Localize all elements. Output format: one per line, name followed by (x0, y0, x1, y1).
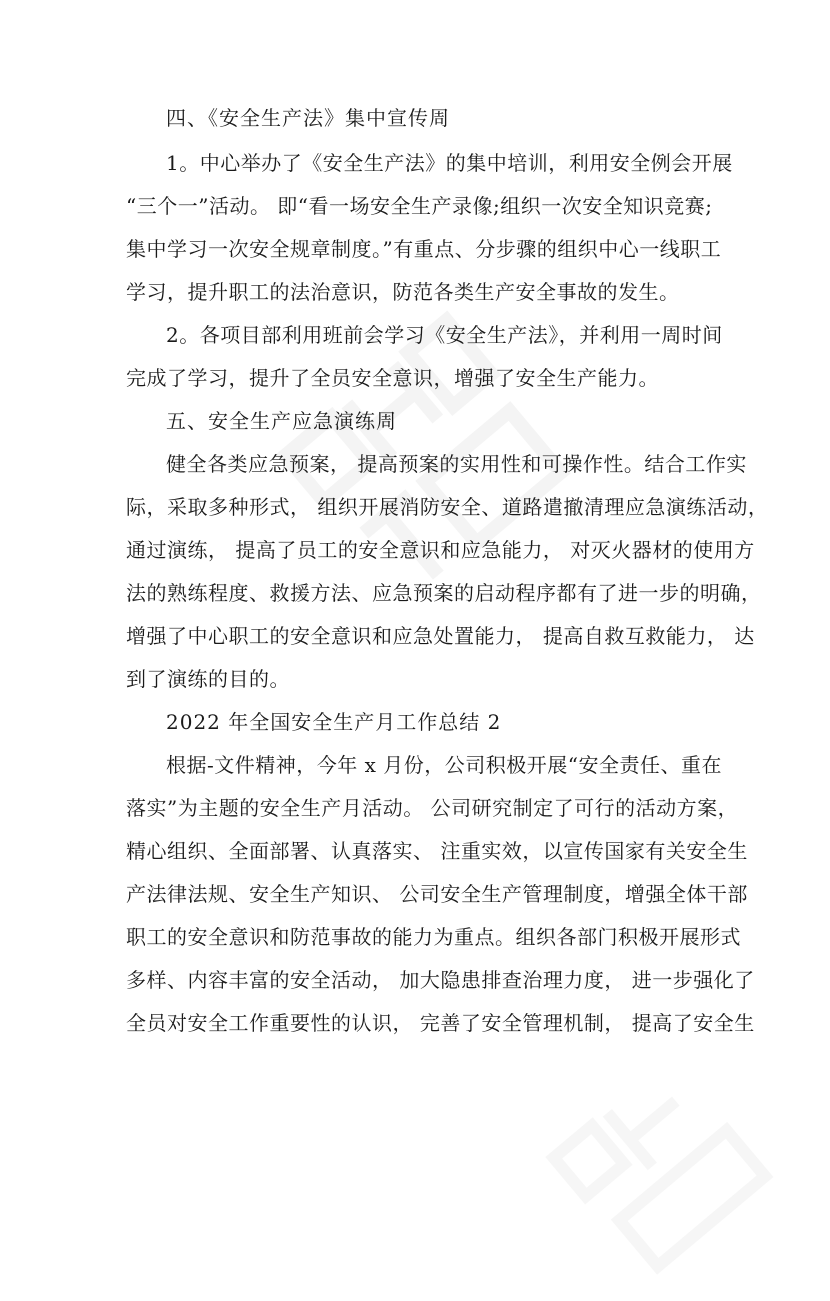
paragraph-line: 到了演练的目的。 (126, 667, 290, 691)
paragraph-line: 精心组织、全面部署、认真落实、 注重实效，以宣传国家有关安全生 (126, 839, 748, 863)
paragraph-line: 学习，提升职工的法治意识，防范各类生产安全事故的发生。 (126, 280, 680, 304)
paragraph-line: 职工的安全意识和防范事故的能力为重点。组织各部门积极开展形式 (126, 925, 741, 949)
paragraph-line: 产法律法规、安全生产知识、 公司安全生产管理制度，增强全体干部 (126, 882, 748, 906)
paragraph-line: 多样、内容丰富的安全活动， 加大隐患排查治理力度， 进一步强化了 (126, 968, 755, 992)
paragraph-line: 全员对安全工作重要性的认识， 完善了安全管理机制， 提高了安全生 (126, 1011, 755, 1035)
paragraph-line: 2。各项目部利用班前会学习《安全生产法》，并利用一周时间 (166, 323, 723, 347)
paragraph-line: 健全各类应急预案， 提高预案的实用性和可操作性。结合工作实 (166, 452, 747, 476)
paragraph-line: 增强了中心职工的安全意识和应急处置能力， 提高自救互救能力， 达 (126, 624, 755, 648)
paragraph-line: 际，采取多种形式， 组织开展消防安全、道路遣撤清理应急演练活动， (126, 495, 769, 519)
paragraph-line: 通过演练， 提高了员工的安全意识和应急能力， 对灭火器材的使用方 (126, 538, 755, 562)
paragraph-line: 根据-文件精神，今年 x 月份，公司积极开展“安全责任、重在 (166, 753, 722, 777)
paragraph-line: 法的熟练程度、救援方法、应急预案的启动程序都有了进一步的明确， (126, 581, 762, 605)
watermark-icon (519, 1019, 801, 1301)
paragraph-line: 落实”为主题的安全生产月活动。 公司研究制定了可行的活动方案， (126, 796, 739, 820)
section-heading-4: 四、《安全生产法》集中宣传周 (166, 106, 450, 130)
paragraph-line: 集中学习一次安全规章制度。”有重点、分步骤的组织中心一线职工 (126, 237, 722, 261)
paragraph-line: 完成了学习，提升了全员安全意识，增强了安全生产能力。 (126, 366, 659, 390)
summary-title: 2022 年全国安全生产月工作总结 2 (166, 710, 502, 734)
section-heading-5: 五、安全生产应急演练周 (166, 409, 397, 433)
paragraph-line: 1。中心举办了《安全生产法》的集中培训，利用安全例会开展 (166, 151, 733, 175)
paragraph-line: “三个一”活动。 即“看一场安全生产录像;组织一次安全知识竞赛; (126, 194, 713, 218)
